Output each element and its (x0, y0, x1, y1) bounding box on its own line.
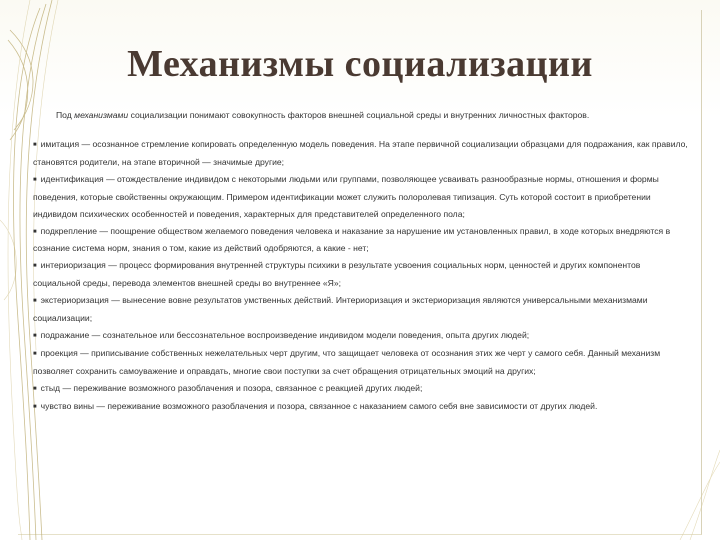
item-text: — процесс формирования внутренней структуры психики в результате усвоения социальных норм, ценностей и других компонентов социальной среды, перевода элементов внешней среды во внутреннее «Я»; (33, 260, 641, 289)
bullet-icon: ■ (33, 332, 37, 339)
item-text: — приписывание собственных нежелательных черт другим, что защищает человека от осознания этих же черт у самого себя. Данный механизм позволяет сохранить самоуважение и оправдать, многие свои поступки за счет обращения отрицательных эмоций на других; (33, 347, 661, 376)
list-item (33, 171, 688, 223)
item-term: имитация (40, 139, 80, 149)
intro-emphasis: механизмами (74, 110, 129, 120)
item-term: стыд (40, 382, 61, 393)
item-text: — вынесение вовне результатов умственных действий. Интериоризация и экстериоризация являются универсальными механизмами социализации; (33, 295, 648, 324)
intro-after: социализации понимают совокупность факторов внешней социальной среды и внутренних личностных факторов. (128, 110, 590, 120)
bullet-icon: ■ (33, 403, 37, 410)
list-item (33, 223, 688, 258)
item-text: — сознательное или бессознательное воспроизведение индивидом модели поведения, опыта других людей; (89, 329, 530, 340)
list-item (33, 345, 688, 380)
list-item (33, 398, 688, 416)
intro-before: Под (56, 110, 75, 120)
item-term: подражание (40, 329, 90, 340)
item-text: — отождествление индивидом с некоторыми людьми или группами, позволяющее усваивать разнообразные нормы, отношения и формы поведения, которые свойственны окружающим. Примером идентификации может служить полоролевая типизация. Суть которой состоит в приобретении индивидом психических особенностей и поведения, характерных для представителей определенного пола; (33, 173, 659, 219)
intro-paragraph (56, 110, 696, 121)
bullet-icon: ■ (33, 385, 37, 392)
list-item (33, 327, 688, 345)
item-text: — осознанное стремление копировать определенную модель поведения. На этапе первичной социализации образцами для подражания, как правило, становятся родители, на этапе вторичной — значимые другие; (33, 139, 688, 167)
item-term: интериоризация (40, 260, 106, 271)
item-text: — переживание возможного разоблачения и позора, связанное с наказанием самого себя вне зависимости от других людей. (94, 400, 598, 411)
bullet-icon: ■ (33, 263, 37, 270)
list-item (33, 380, 688, 398)
list-item (33, 257, 688, 292)
item-term: экстериоризация (40, 295, 109, 306)
item-text: — переживание возможного разоблачения и позора, связанное с реакцией других людей; (60, 382, 423, 393)
bullet-icon: ■ (33, 298, 37, 305)
page-title: Механизмы социализации (127, 43, 593, 85)
item-term: чувство вины (40, 400, 95, 411)
bullet-icon: ■ (33, 142, 37, 148)
list-item (33, 292, 688, 327)
item-text: — поощрение обществом желаемого поведения человека и наказание за нарушение им установленных правил, в ходе которых внедряются в сознание система норм, знания о том, какие из действий одобряются, а какие - нет; (33, 225, 671, 254)
list-item (33, 136, 688, 171)
bullet-icon: ■ (33, 176, 37, 183)
bullet-icon: ■ (33, 350, 37, 357)
bullet-icon: ■ (33, 228, 37, 235)
mechanisms-list (33, 136, 688, 416)
item-term: проекция (40, 347, 78, 358)
item-term: идентификация (40, 173, 104, 184)
item-term: подкрепление (40, 225, 97, 236)
